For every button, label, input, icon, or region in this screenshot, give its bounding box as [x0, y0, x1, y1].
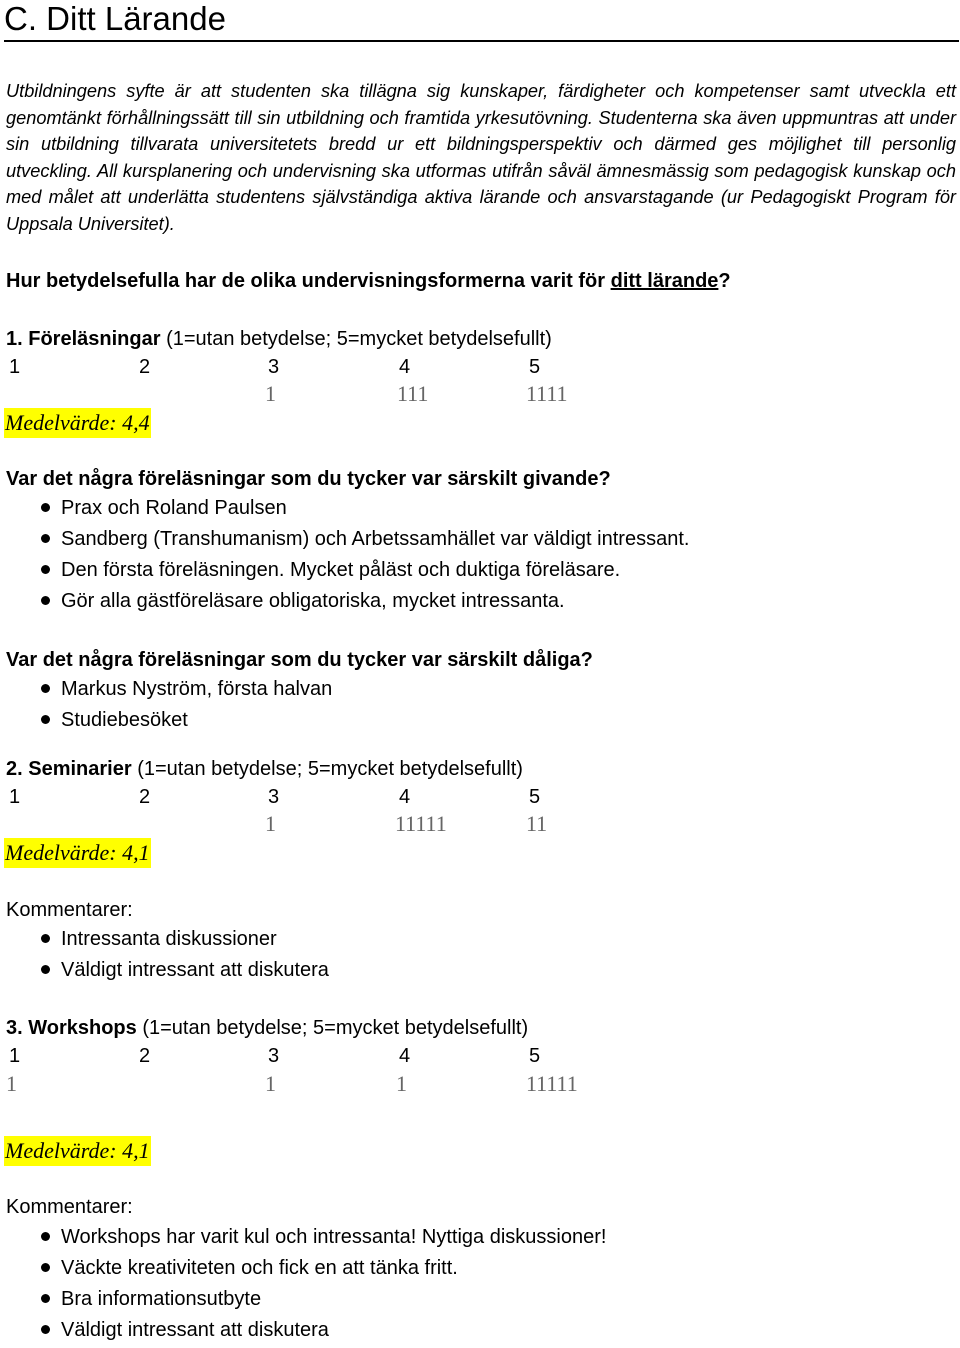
section-3-heading-line	[6, 1015, 528, 1041]
tally-1: 1	[6, 1071, 17, 1096]
section-3-scale-hint: (1=utan betydelse; 5=mycket betydelsefullt)	[142, 1017, 529, 1039]
main-question-underlined: ditt lärande	[610, 270, 719, 292]
section-2-comments-list	[40, 926, 329, 988]
scale-label-5: 5	[529, 356, 541, 378]
good-lectures-list	[40, 495, 689, 619]
tally-5: 11111	[526, 1071, 578, 1096]
tally-5: 1111	[526, 381, 568, 406]
section-1-mean: Medelvärde: 4,4	[4, 408, 151, 438]
list-item: Prax och Roland Paulsen	[40, 495, 689, 526]
bad-lectures-list	[40, 676, 332, 738]
page-title: C. Ditt Lärande	[4, 0, 226, 37]
main-question-suffix: ?	[718, 270, 731, 292]
scale-label-4: 4	[399, 356, 411, 378]
section-1-scale-hint: (1=utan betydelse; 5=mycket betydelsefullt)	[166, 328, 552, 350]
list-item: Väldigt intressant att diskutera	[40, 957, 329, 988]
tally-4: 111	[397, 381, 429, 406]
section-2-heading: 2. Seminarier	[6, 758, 132, 780]
scale-label-3: 3	[268, 786, 280, 808]
scale-label-1: 1	[9, 356, 21, 378]
scale-label-4: 4	[399, 786, 411, 808]
scale-label-2: 2	[139, 356, 151, 378]
scale-label-3: 3	[268, 356, 280, 378]
title-rule	[4, 40, 959, 42]
scale-label-5: 5	[529, 1045, 541, 1067]
scale-label-2: 2	[139, 786, 151, 808]
section-2-comments-label: Kommentarer:	[6, 899, 133, 921]
scale-label-1: 1	[9, 1045, 21, 1067]
section-3-mean: Medelvärde: 4,1	[4, 1136, 151, 1166]
list-item: Studiebesöket	[40, 707, 332, 738]
list-item: Bra informationsutbyte	[40, 1286, 606, 1317]
tally-3: 1	[265, 811, 276, 836]
tally-5: 11	[526, 811, 548, 836]
scale-label-1: 1	[9, 786, 21, 808]
list-item: Gör alla gästföreläsare obligatoriska, mycket intressanta.	[40, 588, 689, 619]
main-question	[6, 268, 731, 294]
section-3-comments-list	[40, 1224, 606, 1348]
section-2-heading-line	[6, 756, 523, 782]
list-item: Väckte kreativiteten och fick en att tänka fritt.	[40, 1255, 606, 1286]
scale-label-3: 3	[268, 1045, 280, 1067]
scale-label-2: 2	[139, 1045, 151, 1067]
section-3-comments-label: Kommentarer:	[6, 1196, 133, 1218]
good-lectures-question: Var det några föreläsningar som du tycker var särskilt givande?	[6, 468, 611, 490]
list-item: Intressanta diskussioner	[40, 926, 329, 957]
tally-3: 1	[265, 381, 276, 406]
list-item: Workshops har varit kul och intressanta! Nyttiga diskussioner!	[40, 1224, 606, 1255]
section-2-mean: Medelvärde: 4,1	[4, 838, 151, 868]
tally-4: 11111	[395, 811, 447, 836]
list-item: Väldigt intressant att diskutera	[40, 1317, 606, 1348]
section-1-heading-line	[6, 326, 552, 352]
scale-label-4: 4	[399, 1045, 411, 1067]
tally-4: 1	[396, 1071, 407, 1096]
main-question-prefix: Hur betydelsefulla har de olika undervisningsformerna varit för	[6, 270, 611, 292]
scale-label-5: 5	[529, 786, 541, 808]
list-item: Den första föreläsningen. Mycket påläst och duktiga föreläsare.	[40, 557, 689, 588]
section-2-scale-hint: (1=utan betydelse; 5=mycket betydelsefullt)	[137, 758, 523, 780]
bad-lectures-question: Var det några föreläsningar som du tycker var särskilt dåliga?	[6, 649, 593, 671]
section-1-heading: 1. Föreläsningar	[6, 328, 161, 350]
list-item: Markus Nyström, första halvan	[40, 676, 332, 707]
section-3-heading: 3. Workshops	[6, 1017, 137, 1039]
tally-3: 1	[265, 1071, 276, 1096]
intro-paragraph: Utbildningens syfte är att studenten ska tillägna sig kunskaper, färdigheter och kompetenser samt utveckla ett genomtänkt förhållningssätt till sin utbildning och framtida yrkesutövning. Studenterna ska även uppmuntras att under sin utbildning tillvarata universitetets bredd ur ett bildningsperspektiv och därmed ges möjlighet till personlig utveckling. All kursplanering och undervisning ska utformas utifrån såväl ämnesmässig som pedagogisk kunskap och med målet att underlätta studentens självständiga aktiva lärande och ansvarstagande (ur Pedagogiskt Program för Uppsala Universitet).	[6, 81, 956, 234]
list-item: Sandberg (Transhumanism) och Arbetssamhället var väldigt intressant.	[40, 526, 689, 557]
